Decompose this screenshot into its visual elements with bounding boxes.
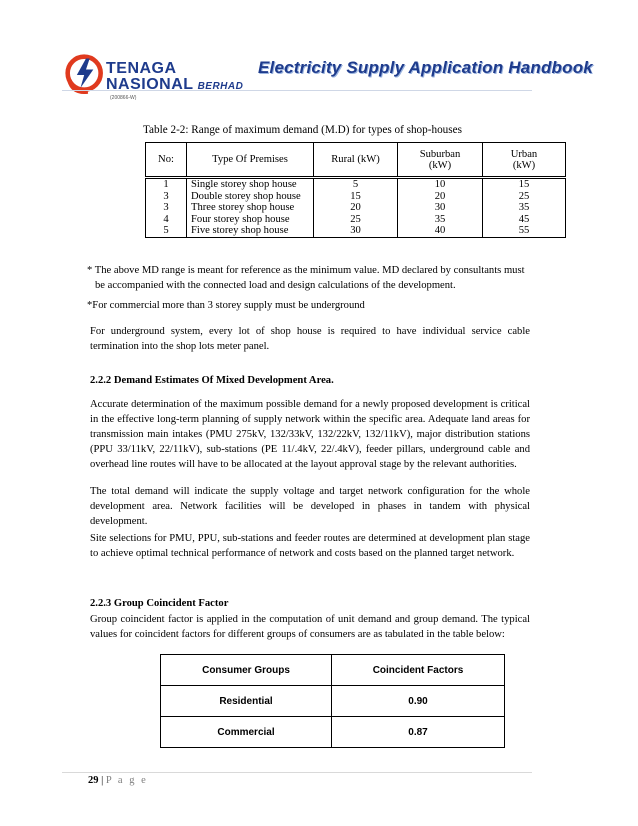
table-cell: 0.87 — [332, 717, 505, 748]
table1-header-urban-line2: (kW) — [512, 159, 536, 171]
table-row — [146, 202, 566, 214]
tnb-logo-icon — [64, 52, 108, 98]
md-note — [87, 263, 533, 293]
table-cell: 25 — [483, 191, 566, 203]
section-222-paragraph-1: Accurate determination of the maximum possible demand for a newly proposed development is critical in the effective long-term planning of supply network within the specific area. Adequate land areas for transmission main intakes (PMU 275kV, 132/33kV, 132/22kV, 132/11kV), major distribution stations (PPU 33/11kV, 22/11kV), sub-stations (PE 11/.4kV, 22/.4kV), feeder pillars, underground cable and overhead line routes will have to be allocated at the layout approval stage by the relevant authorities. — [90, 399, 530, 470]
table-cell: Single storey shop house — [187, 178, 314, 191]
table-cell: Double storey shop house — [187, 191, 314, 203]
table-cell: 55 — [483, 225, 566, 237]
table2-header-row — [161, 655, 505, 686]
md-note-line1: * The above MD range is meant for reference as the minimum value. MD declared by consultants must — [87, 265, 525, 276]
table-cell: 20 — [314, 202, 398, 214]
section-222-paragraph-3: Site selections for PMU, PPU, sub-stations and feeder routes are determined at development plan stage to achieve optimal technical performance of network and costs based on the planned target network. — [90, 533, 530, 559]
table-cell: 35 — [483, 202, 566, 214]
table-row — [146, 178, 566, 191]
section-222-paragraph-2: The total demand will indicate the supply voltage and target network configuration for the whole development area. Network facilities will be developed in phases in tandem with physical development. — [90, 486, 530, 527]
table-cell: 15 — [483, 178, 566, 191]
table1-header-suburban — [398, 143, 483, 178]
table-cell: 45 — [483, 214, 566, 226]
table-cell: 40 — [398, 225, 483, 237]
page-number — [88, 775, 148, 786]
table1-caption: Table 2-2: Range of maximum demand (M.D) for types of shop-houses — [143, 124, 462, 136]
shop-house-demand-table — [145, 142, 566, 238]
table-row — [146, 214, 566, 226]
page-number-separator: | — [101, 775, 104, 786]
table-cell: 30 — [314, 225, 398, 237]
table-cell: Residential — [161, 686, 332, 717]
table-cell: 35 — [398, 214, 483, 226]
document-title: Electricity Supply Application Handbook — [258, 58, 593, 77]
table-cell: 3 — [146, 202, 187, 214]
md-note-line2: be accompanied with the connected load and design calculations of the development. — [95, 280, 456, 291]
header-divider — [62, 90, 532, 91]
table-row — [146, 225, 566, 237]
logo-wordmark-nasional: NASIONAL — [106, 76, 194, 93]
table-cell: Five storey shop house — [187, 225, 314, 237]
table1-header-type: Type Of Premises — [187, 143, 314, 178]
table-cell: 5 — [146, 225, 187, 237]
table-row — [146, 191, 566, 203]
table-cell: 4 — [146, 214, 187, 226]
table-cell: Four storey shop house — [187, 214, 314, 226]
table-cell: Three storey shop house — [187, 202, 314, 214]
table1-header-urban — [483, 143, 566, 178]
section-223-paragraph: Group coincident factor is applied in the computation of unit demand and group demand. The typical values for coincident factors for different groups of consumers are as tabulated in the table below: — [90, 614, 530, 640]
table-cell: 15 — [314, 191, 398, 203]
table-cell: 3 — [146, 191, 187, 203]
logo-registration: (200866-W) — [110, 95, 137, 101]
table2-header-factors: Coincident Factors — [332, 655, 505, 686]
table1-header-suburban-line2: (kW) — [428, 159, 452, 171]
table2-header-groups: Consumer Groups — [161, 655, 332, 686]
table-cell: 25 — [314, 214, 398, 226]
footer-divider — [62, 772, 532, 773]
section-222-heading: 2.2.2 Demand Estimates Of Mixed Development Area. — [90, 375, 334, 386]
section-223-heading: 2.2.3 Group Coincident Factor — [90, 598, 229, 609]
table-cell: 30 — [398, 202, 483, 214]
table-cell: Commercial — [161, 717, 332, 748]
page-label: P a g e — [105, 775, 148, 786]
commercial-note: *For commercial more than 3 storey supply must be underground — [87, 300, 365, 311]
table1-header-rural: Rural (kW) — [314, 143, 398, 178]
logo-wordmark-berhad: BERHAD — [197, 81, 244, 92]
table-cell: 10 — [398, 178, 483, 191]
logo-wordmark-line1: TENAGA — [106, 60, 177, 77]
table-cell: 0.90 — [332, 686, 505, 717]
coincident-factor-table — [160, 654, 505, 748]
table-row — [161, 686, 505, 717]
table-cell: 5 — [314, 178, 398, 191]
table1-header-urban-line1: Urban — [510, 148, 538, 160]
table-cell: 1 — [146, 178, 187, 191]
page-number-value: 29 — [88, 775, 99, 786]
table-cell: 20 — [398, 191, 483, 203]
logo-wordmark-line2 — [106, 76, 243, 94]
table1-header-row — [146, 143, 566, 178]
table-row — [161, 717, 505, 748]
table1-header-no: No: — [146, 143, 187, 178]
table1-header-suburban-line1: Suburban — [419, 148, 461, 160]
underground-paragraph: For underground system, every lot of shop house is required to have individual service cable termination into the shop lots meter panel. — [90, 326, 530, 352]
